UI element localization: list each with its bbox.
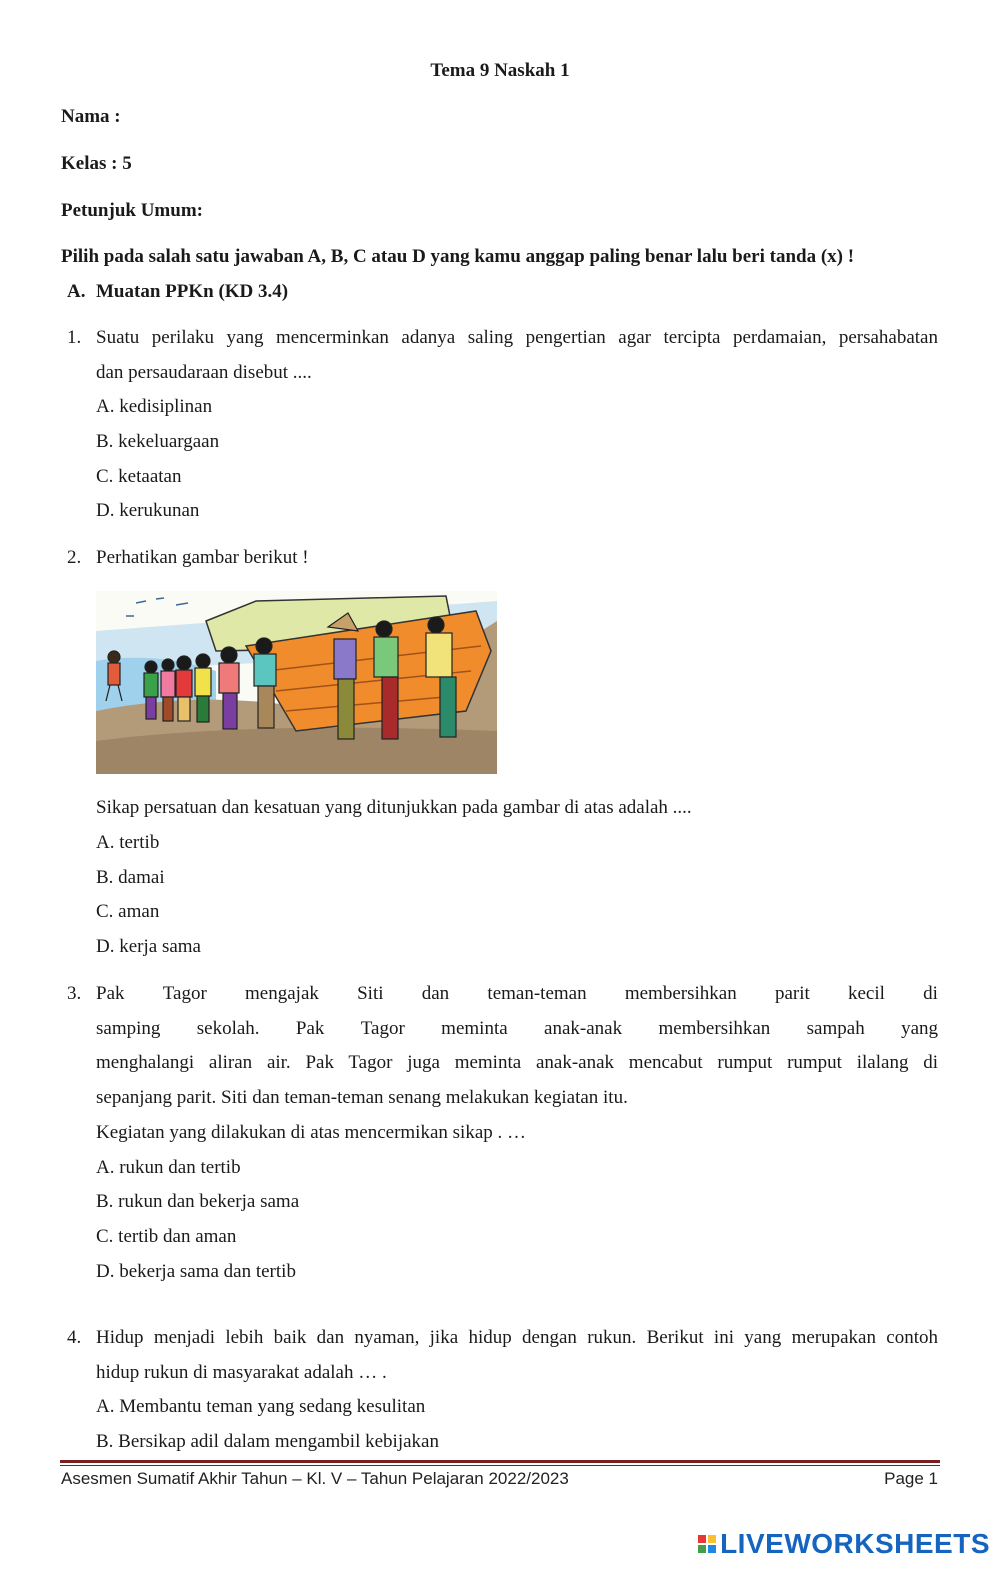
q3-word: Siti bbox=[357, 983, 384, 1004]
q3-word: meminta bbox=[441, 1018, 508, 1039]
question-4-option-a[interactable]: A. Membantu teman yang sedang kesulitan bbox=[96, 1396, 426, 1417]
question-3-number: 3. bbox=[67, 983, 82, 1004]
section-title: Muatan PPKn (KD 3.4) bbox=[96, 281, 289, 302]
question-4-line-2: hidup rukun di masyarakat adalah … . bbox=[96, 1362, 387, 1383]
q3-word: di bbox=[923, 983, 938, 1004]
q3-word: Tagor bbox=[360, 1018, 405, 1039]
footer-rule bbox=[60, 1460, 940, 1463]
question-1-option-a[interactable]: A. kedisiplinan bbox=[96, 396, 213, 417]
question-2-number: 2. bbox=[67, 547, 82, 568]
question-3-option-a[interactable]: A. rukun dan tertib bbox=[96, 1157, 241, 1178]
section-letter: A. bbox=[67, 281, 86, 302]
question-1-line-1: Suatu perilaku yang mencerminkan adanya saling pengertian agar tercipta perdamaian, persahabatan bbox=[96, 327, 938, 348]
q3-word: membersihkan bbox=[624, 983, 737, 1004]
page-number: Page 1 bbox=[884, 1469, 938, 1488]
q3-word: mengajak bbox=[245, 983, 319, 1004]
q3-word: samping bbox=[96, 1018, 161, 1039]
question-2-option-b[interactable]: B. damai bbox=[96, 867, 165, 888]
kelas-label: Kelas : 5 bbox=[61, 153, 132, 174]
watermark-text: LIVEWORKSHEETS bbox=[720, 1528, 990, 1559]
question-3-line-4: sepanjang parit. Siti dan teman-teman senang melakukan kegiatan itu. bbox=[96, 1087, 628, 1108]
question-2-prompt: Perhatikan gambar berikut ! bbox=[96, 547, 309, 568]
q3-word: Pak bbox=[295, 1018, 325, 1039]
q3-word: Tagor bbox=[162, 983, 207, 1004]
question-3-option-b[interactable]: B. rukun dan bekerja sama bbox=[96, 1191, 300, 1212]
q3-word: dan bbox=[421, 983, 450, 1004]
question-3-option-c[interactable]: C. tertib dan aman bbox=[96, 1226, 237, 1247]
q3-word: kecil bbox=[848, 983, 885, 1004]
question-1-option-c[interactable]: C. ketaatan bbox=[96, 466, 182, 487]
q3-word: sampah bbox=[806, 1018, 865, 1039]
question-4-line-1: Hidup menjadi lebih baik dan nyaman, jika hidup dengan rukun. Berikut ini yang merupakan contoh bbox=[96, 1327, 938, 1348]
nama-label: Nama : bbox=[61, 106, 121, 127]
question-2-option-d[interactable]: D. kerja sama bbox=[96, 936, 201, 957]
q3-word: sekolah. bbox=[196, 1018, 260, 1039]
question-4-number: 4. bbox=[67, 1327, 82, 1348]
q3-word: membersihkan bbox=[658, 1018, 771, 1039]
illustration-pushing-boat bbox=[96, 591, 497, 774]
q3-word: Pak bbox=[96, 983, 125, 1004]
question-4-option-b[interactable]: B. Bersikap adil dalam mengambil kebijakan bbox=[96, 1431, 439, 1452]
q3-word: teman-teman bbox=[487, 983, 587, 1004]
question-3-stem: Kegiatan yang dilakukan di atas mencermikan sikap . … bbox=[96, 1122, 527, 1143]
page-title: Tema 9 Naskah 1 bbox=[430, 60, 570, 81]
question-1-option-b[interactable]: B. kekeluargaan bbox=[96, 431, 220, 452]
question-2-stem: Sikap persatuan dan kesatuan yang ditunjukkan pada gambar di atas adalah .... bbox=[96, 797, 692, 818]
question-2-option-a[interactable]: A. tertib bbox=[96, 832, 160, 853]
question-1-line-2: dan persaudaraan disebut .... bbox=[96, 362, 312, 383]
question-3-line-2 bbox=[96, 1018, 938, 1040]
footer-left: Asesmen Sumatif Akhir Tahun – Kl. V – Tahun Pelajaran 2022/2023 bbox=[61, 1469, 569, 1488]
question-3-line-1 bbox=[96, 983, 938, 1005]
q3-word: parit bbox=[774, 983, 810, 1004]
question-1-number: 1. bbox=[67, 327, 82, 348]
liveworksheets-logo-icon bbox=[698, 1535, 716, 1553]
liveworksheets-watermark bbox=[698, 1528, 990, 1560]
q3-word: anak-anak bbox=[544, 1018, 623, 1039]
question-3-option-d[interactable]: D. bekerja sama dan tertib bbox=[96, 1261, 296, 1282]
question-3-line-3: menghalangi aliran air. Pak Tagor juga meminta anak-anak mencabut rumput rumput ilalang di bbox=[96, 1052, 938, 1073]
footer-rule-thin bbox=[60, 1465, 940, 1466]
question-2-option-c[interactable]: C. aman bbox=[96, 901, 160, 922]
petunjuk-label: Petunjuk Umum: bbox=[61, 200, 203, 221]
q3-word: yang bbox=[901, 1018, 938, 1039]
question-1-option-d[interactable]: D. kerukunan bbox=[96, 500, 200, 521]
instruction: Pilih pada salah satu jawaban A, B, C atau D yang kamu anggap paling benar lalu beri tanda (x) ! bbox=[61, 246, 855, 267]
